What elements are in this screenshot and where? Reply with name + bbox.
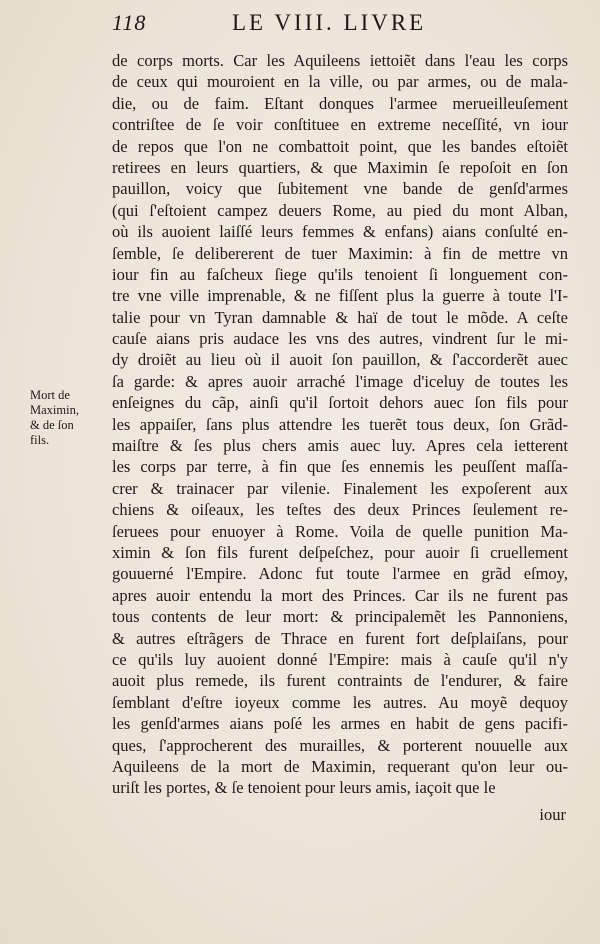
text-line: les appaiſer, ſans plus attendre les tuerẽt tous deux, ſon Grãd- [112,414,568,434]
text-line: tous contents de leur mort: & principalemẽt les Pannoniens, [112,607,568,627]
text-line: contriſtee de ſe voir conſtituee en extreme neceſſité, vn iour [112,115,568,135]
text-line: où ils auoient laiſſé leurs femmes & enfans) aians conſulté en- [112,222,568,242]
marginal-note-line: fils. [30,433,50,447]
text-line: Aquileens de la mort de Maximin, requerant qu'on leur ou- [112,756,568,776]
body-text [112,50,568,799]
text-line: ſemblant d'eſtre ioyeux comme les autres. Au moyẽ dequoy [112,692,568,712]
text-line: apres auoir entendu la mort des Princes. Car ils ne furent pas [112,585,568,605]
text-line: tre vne ville imprenable, & ne fiſſent plus la guerre à toute l'I- [112,286,568,306]
text-line: ſemble, ſe delibererent de tuer Maximin: à fin de mettre vn [112,243,568,263]
text-line: maiſtre & ſes plus chers amis auec luy. Apres cela ietterent [112,436,568,456]
text-line: ce qu'ils luy auoient donné l'Empire: mais à cauſe qu'il n'y [112,649,568,669]
text-line: de corps morts. Car les Aquileens iettoiẽt dans l'eau les corps [112,51,568,70]
marginal-note [30,388,100,448]
text-line: die, ou de faim. Eſtant donques l'armee merueilleuſement [112,93,568,113]
text-line: pauillon, voicy que ſubitement vne bande de genſd'armes [112,179,568,199]
text-line: gouuerné l'Empire. Adonc fut toute l'armee en grãd eſmoy, [112,564,568,584]
text-line: auoit plus remede, ils furent contraints de l'endurer, & faire [112,671,568,691]
text-line: ques, ſ'approcherent des murailles, & porterent nouuelle aux [112,735,568,755]
running-head [112,6,572,46]
text-line: de ceux qui mouroient en la ville, ou par armes, ou de mala- [112,72,568,92]
text-line: de repos que l'on ne combattoit point, que les bandes eſtoiẽt [112,136,568,156]
marginal-note-line: Maximin, [30,403,79,417]
text-line: talie pour vn Tyran damnable & haï de tout le mõde. A ceſte [112,307,568,327]
text-line: ſa garde: & apres auoir arraché l'image d'iceluy de toutes les [112,371,568,391]
text-line: cauſe aians pris audace les vns des autres, vindrent ſur le mi- [112,329,568,349]
text-line: crer & trainacer par vilenie. Finalement les expoſerent aux [112,478,568,498]
catchword: iour [539,805,566,824]
text-line: ximin & ſon fils furent deſpeſchez, pour auoir ſi cruellement [112,542,568,562]
text-line: les genſd'armes aians poſé les armes en habit de gens pacifi- [112,714,568,734]
marginal-note-line: & de ſon [30,418,74,432]
text-line: enſeignes du cãp, ainſi qu'il ſortoit dehors auec ſon fils pour [112,393,568,413]
text-line: retirees en leurs quartiers, & que Maximin ſe repoſoit en ſon [112,157,568,177]
page-number: 118 [112,10,147,35]
text-line: iour fin au faſcheux ſiege qu'ils tenoient ſi longuement con- [112,264,568,284]
text-line: les corps par terre, à fin que ſes ennemis les peuſſent maſſa- [112,457,568,477]
text-line: ſeruees pour enuoyer à Rome. Voila de quelle punition Ma- [112,521,568,541]
text-line: & autres eſtrãgers de Thrace en furent fort deſplaiſans, pour [112,628,568,648]
text-line: uriſt les portes, & ſe tenoient pour leurs amis, iaçoit que le [112,778,496,798]
text-line: dy droiẽt au lieu où il auoit ſon pauillon, & ſ'accorderẽt auec [112,350,568,370]
text-line: chiens & oiſeaux, les teſtes des deux Princes ſeulement re- [112,500,568,520]
marginal-note-line: Mort de [30,388,70,402]
text-line: (qui ſ'eſtoient campez deuers Rome, au pied du mont Alban, [112,200,568,220]
running-title: LE VIII. LIVRE [232,10,427,35]
